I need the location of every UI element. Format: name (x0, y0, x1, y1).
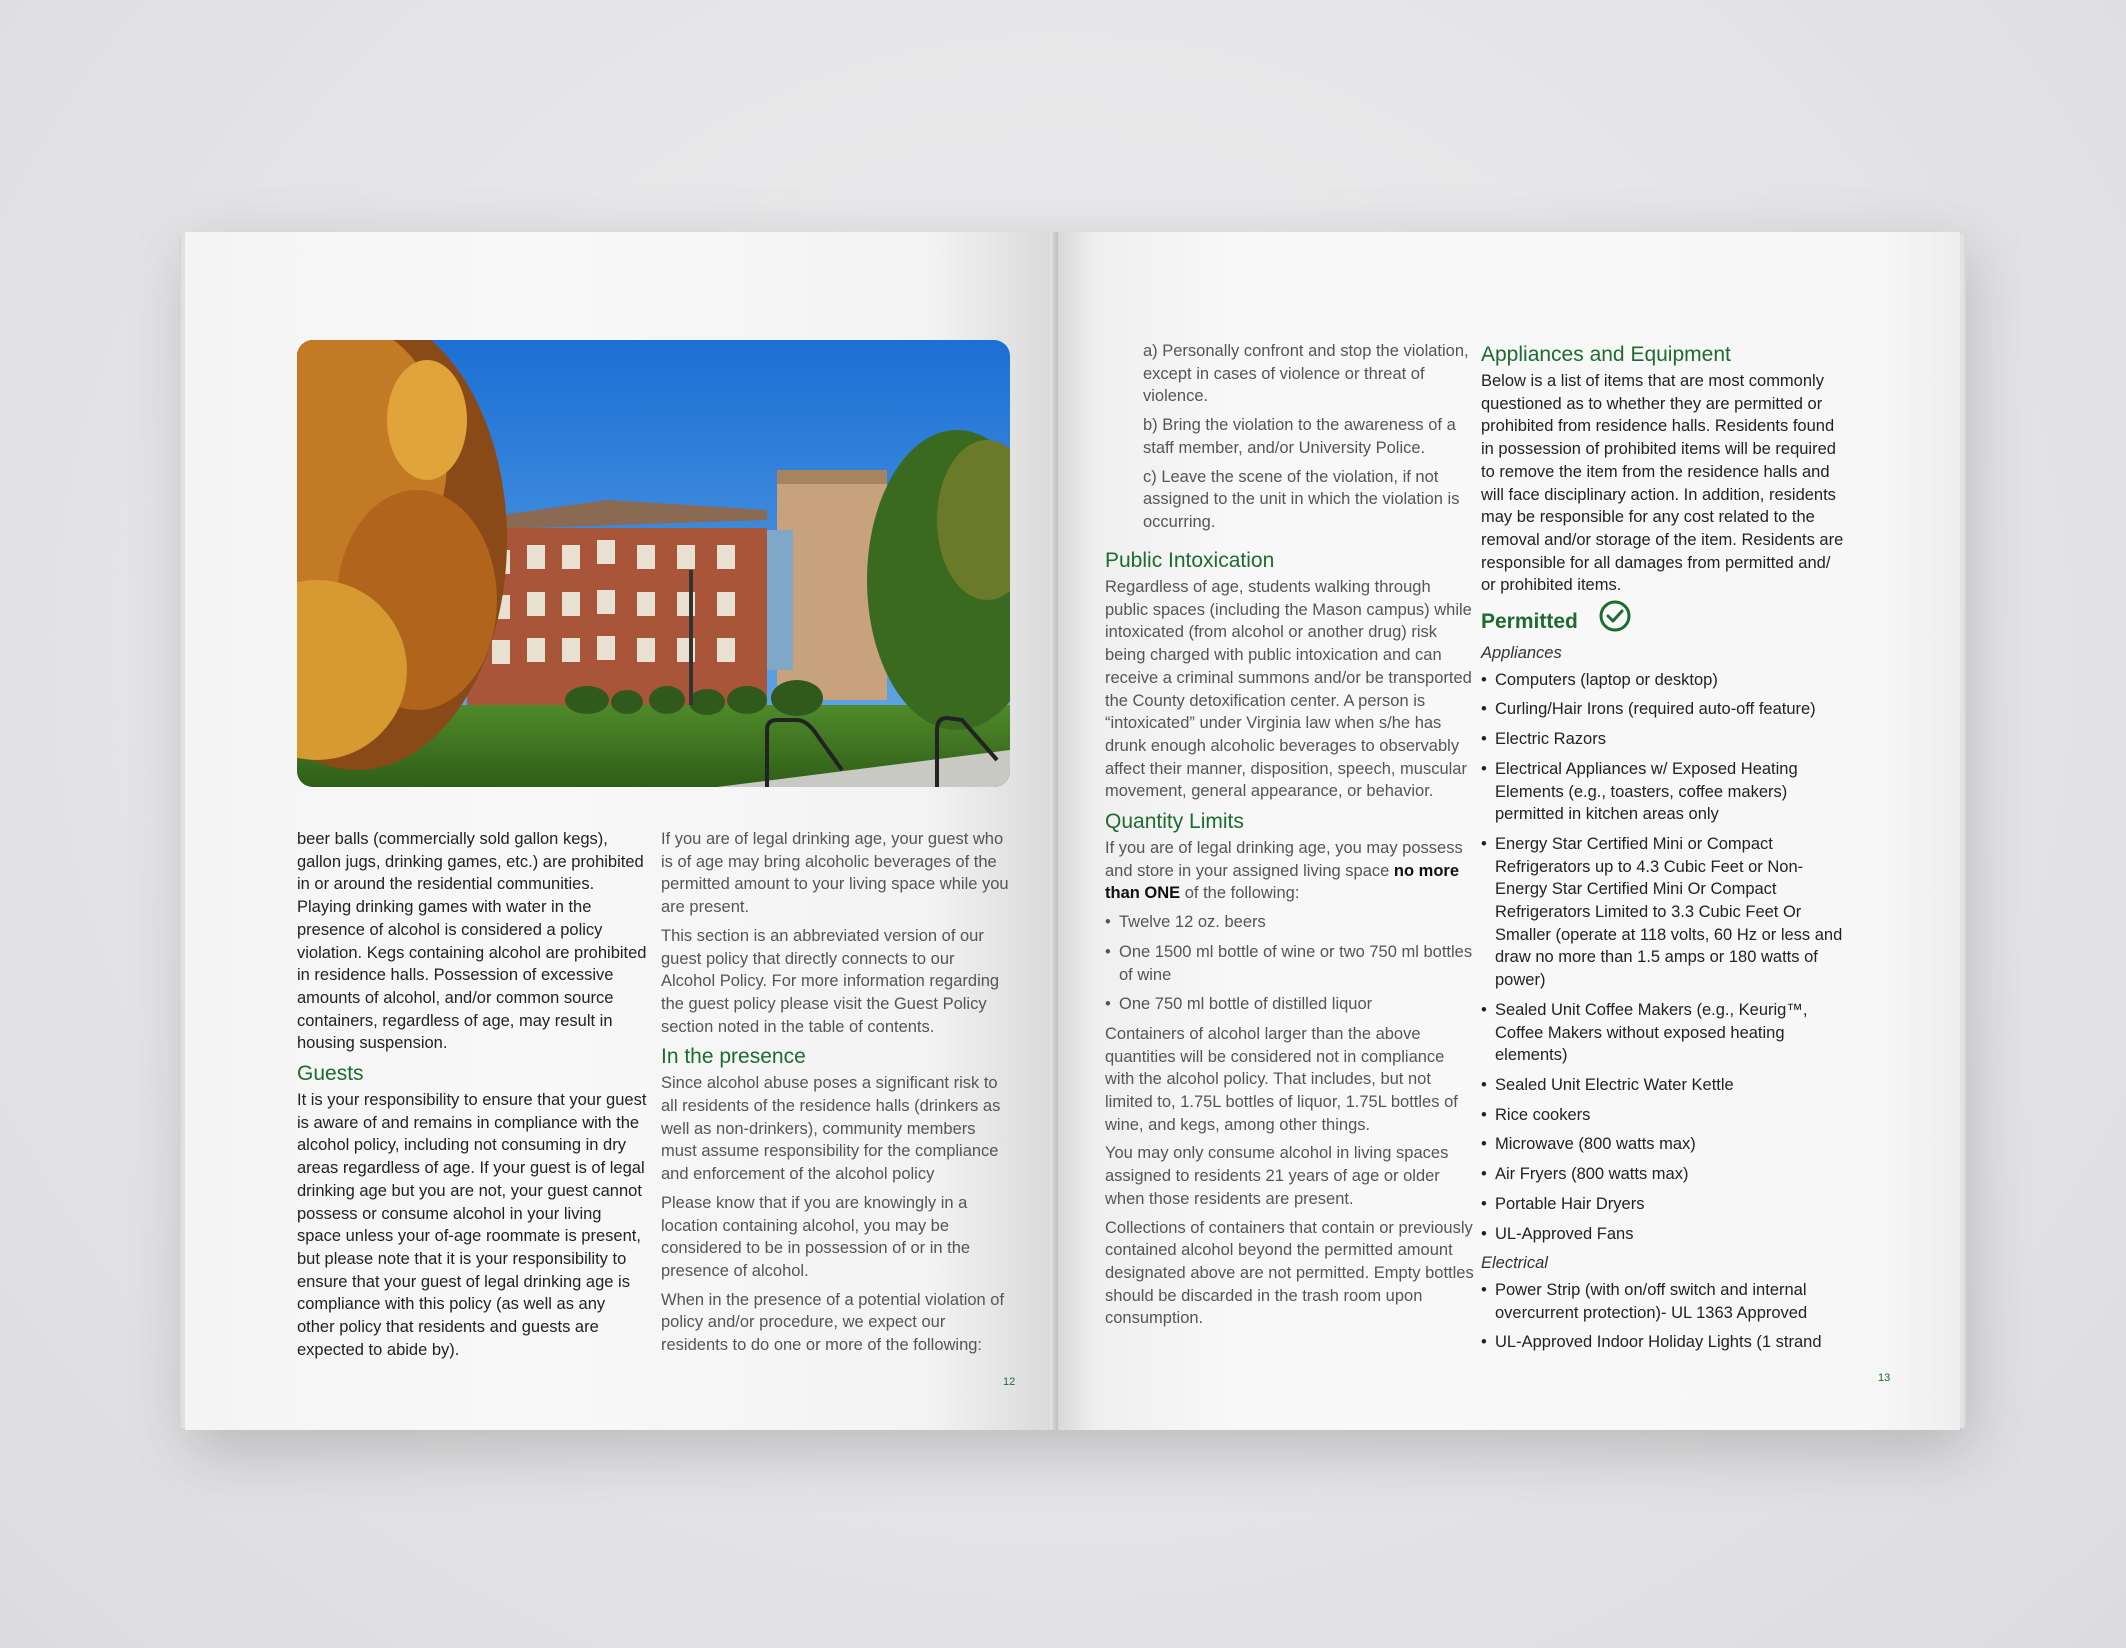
list-item: • Sealed Unit Coffee Makers (e.g., Keurig™, Coffee Makers without exposed heating elements) (1481, 999, 1846, 1067)
in-the-presence-heading: In the presence (661, 1045, 806, 1069)
check-circle-icon (1598, 599, 1632, 640)
public-intoxication-paragraph: Regardless of age, students walking through public spaces (including the Mason campus) while intoxicated (from alcohol or another drug) risk being charged with public intoxication and can receive a criminal summons and/or be transported the County detoxification center. A person is “intoxicated” under Virginia law when s/he has drunk enough alcoholic beverages to observably affect their manner, disposition, speech, muscular movement, general appearance, or behavior. (1105, 578, 1472, 801)
list-item: • UL-Approved Indoor Holiday Lights (1 strand (1481, 1331, 1846, 1354)
electrical-subheading: Electrical (1481, 1254, 1548, 1273)
list-item: • Rice cookers (1481, 1104, 1846, 1127)
list-item: • Microwave (800 watts max) (1481, 1133, 1846, 1156)
public-intoxication-heading: Public Intoxication (1105, 549, 1275, 572)
quantity-list (1105, 911, 1475, 1016)
quantity-paragraph-2: You may only consume alcohol in living spaces assigned to residents 21 years of age or older when those residents are present. (1105, 1144, 1449, 1208)
option-b: b) Bring the violation to the awareness of a staff member, and/or University Police. (1143, 416, 1456, 457)
guest-policy-note-paragraph: This section is an abbreviated version of our guest policy that directly connects to our Alcohol Policy. For more information regarding the guest policy please visit the Guest Policy section noted in the table of contents. (661, 926, 1000, 1036)
list-item: • Twelve 12 oz. beers (1105, 911, 1475, 934)
list-item: • Energy Star Certified Mini or Compact Refrigerators up to 4.3 Cubic Feet or Non-Energy Star Certified Mini Or Compact Refrigerators Limited to 3.3 Cubic Feet Or Smaller (operate at 118 volts, 60 Hz or less and draw no more than 1.5 amps or 180 watts of power) (1481, 833, 1846, 992)
option-a: a) Personally confront and stop the violation, except in cases of violence or threat of violence. (1143, 342, 1469, 406)
quantity-limits-heading: Quantity Limits (1105, 810, 1244, 834)
permitted-heading: Permitted (1481, 605, 1846, 640)
appliances-intro-paragraph: Below is a list of items that are most commonly questioned as to whether they are permitted or prohibited from residence halls. Residents found in possession of prohibited items will be required to remove the item from the residence halls and will face disciplinary action. In addition, residents may be responsible for any cost related to the removal and/or storage of the item. Residents are responsible for all damages from permitted and/ or prohibited items. (1481, 372, 1844, 595)
presence-paragraph-1: Since alcohol abuse poses a significant risk to all residents of the residence halls (drinkers as well as non-drinkers), community members must assume responsibility for the compliance and enforcement of the alcohol policy (661, 1074, 1001, 1184)
option-c: c) Leave the scene of the violation, if not assigned to the unit in which the violation is occurring. (1143, 467, 1460, 531)
appliances-list (1481, 669, 1846, 1245)
campus-residence-hall-photo (297, 340, 1010, 787)
quantity-paragraph-1: Containers of alcohol larger than the above quantities will be considered not in compliance with the alcohol policy. That includes, but not limited to, 1.75L bottles of liquor, 1.75L bottles of wine, and kegs, among other things. (1105, 1024, 1458, 1134)
list-item: • One 750 ml bottle of distilled liquor (1105, 993, 1475, 1016)
guests-paragraph: It is your responsibility to ensure that your guest is aware of and remains in compliance with the alcohol policy, including not consuming in dry areas regardless of age. If your guest is of legal drinking age but you are not, your guest cannot possess or consume alcohol in your living space unless your of-age roommate is present, but please note that it is your responsibility to ensure that your guest of legal drinking age is compliance with this policy (as well as any other policy that residents and guests are expected to abide by). (297, 1091, 647, 1359)
presence-paragraph-3: When in the presence of a potential violation of policy and/or procedure, we expect our residents to do one or more of the following: (661, 1290, 1005, 1355)
appliances-equipment-heading: Appliances and Equipment (1481, 343, 1731, 366)
guest-of-age-paragraph: If you are of legal drinking age, your guest who is of age may bring alcoholic beverages of the permitted amount to your living space while you are present. (661, 830, 1009, 917)
left-page (185, 232, 1058, 1430)
guests-heading: Guests (297, 1062, 364, 1086)
appliances-subheading: Appliances (1481, 644, 1562, 663)
list-item: • Portable Hair Dryers (1481, 1193, 1846, 1216)
alcohol-containers-paragraph: beer balls (commercially sold gallon kegs), gallon jugs, drinking games, etc.) are prohibited in or around the residential communities. Playing drinking games with water in the presence of alcohol is considered a policy violation. Kegs containing alcohol are prohibited in residence halls. Possession of excessive amounts of alcohol, and/or common source containers, regardless of age, may result in housing suspension. (297, 830, 647, 1053)
electrical-list (1481, 1279, 1846, 1354)
list-item: • Power Strip (with on/off switch and internal overcurrent protection)- UL 1363 Approved (1481, 1279, 1846, 1324)
list-item: • Air Fryers (800 watts max) (1481, 1163, 1846, 1186)
list-item: • Electrical Appliances w/ Exposed Heating Elements (e.g., toasters, coffee makers) permitted in kitchen areas only (1481, 758, 1846, 826)
presence-paragraph-2: Please know that if you are knowingly in a location containing alcohol, you may be considered to be in possession of or in the presence of alcohol. (661, 1193, 971, 1280)
right-page (1058, 232, 1960, 1430)
list-item: • Sealed Unit Electric Water Kettle (1481, 1074, 1846, 1097)
list-item: • Electric Razors (1481, 728, 1846, 751)
list-item: • UL-Approved Fans (1481, 1223, 1846, 1246)
list-item: • One 1500 ml bottle of wine or two 750 ml bottles of wine (1105, 941, 1475, 986)
list-item: • Curling/Hair Irons (required auto-off feature) (1481, 698, 1846, 721)
page-number-left: 12 (1003, 1376, 1016, 1388)
quantity-paragraph-3: Collections of containers that contain or previously contained alcohol beyond the permitted amount designated above are not permitted. Empty bottles should be discarded in the trash room upon consumption. (1105, 1218, 1474, 1328)
list-item: • Computers (laptop or desktop) (1481, 669, 1846, 692)
quantity-intro: If you are of legal drinking age, you may possess and store in your assigned living space no more than ONE of the following: (1105, 839, 1463, 903)
page-number-right: 13 (1878, 1372, 1891, 1384)
